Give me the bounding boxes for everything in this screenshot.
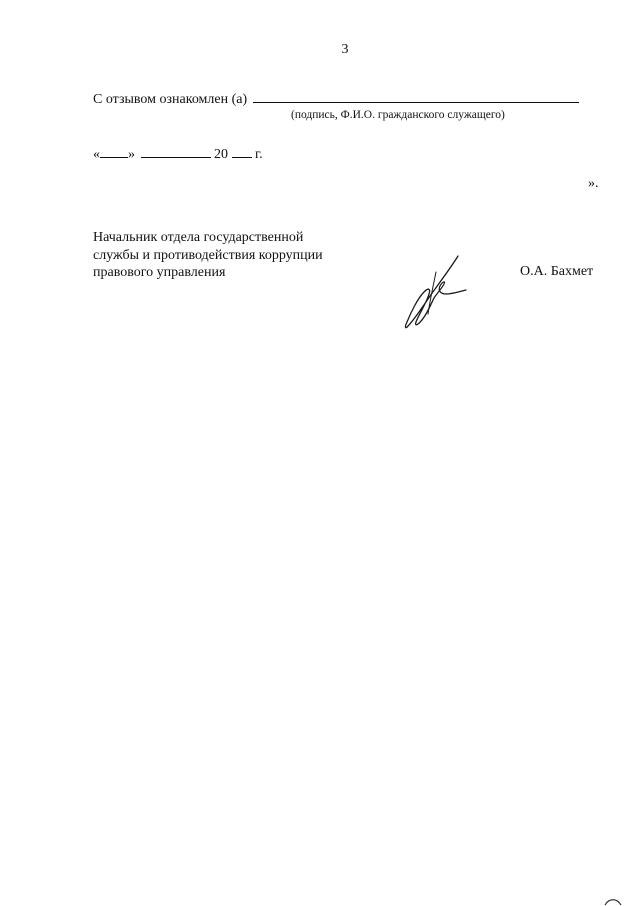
acknowledgement-caption: (подпись, Ф.И.О. гражданского служащего) [291, 109, 505, 121]
acknowledgement-label: С отзывом ознакомлен (а) [93, 92, 248, 107]
date-close-quote: » [128, 147, 135, 162]
signature-blank [253, 90, 579, 103]
position-line-3: правового управления [93, 265, 226, 280]
year-suffix: г. [255, 147, 263, 162]
closing-quote: ». [588, 176, 599, 191]
position-line-2: службы и противодействия коррупции [93, 247, 323, 263]
page-number: 3 [341, 42, 349, 57]
year-prefix: 20 [214, 147, 228, 162]
year-blank [232, 145, 252, 158]
corner-mark [603, 896, 623, 906]
day-blank [100, 145, 128, 158]
acknowledgement-line [93, 90, 579, 108]
signatory-name: О.А. Бахмет [520, 264, 594, 279]
date-line [93, 145, 263, 163]
date-open-quote: « [93, 147, 100, 162]
signatory-position [93, 229, 323, 282]
handwritten-signature [400, 252, 472, 330]
month-blank [141, 145, 211, 158]
position-line-1: Начальник отдела государственной [93, 230, 304, 245]
